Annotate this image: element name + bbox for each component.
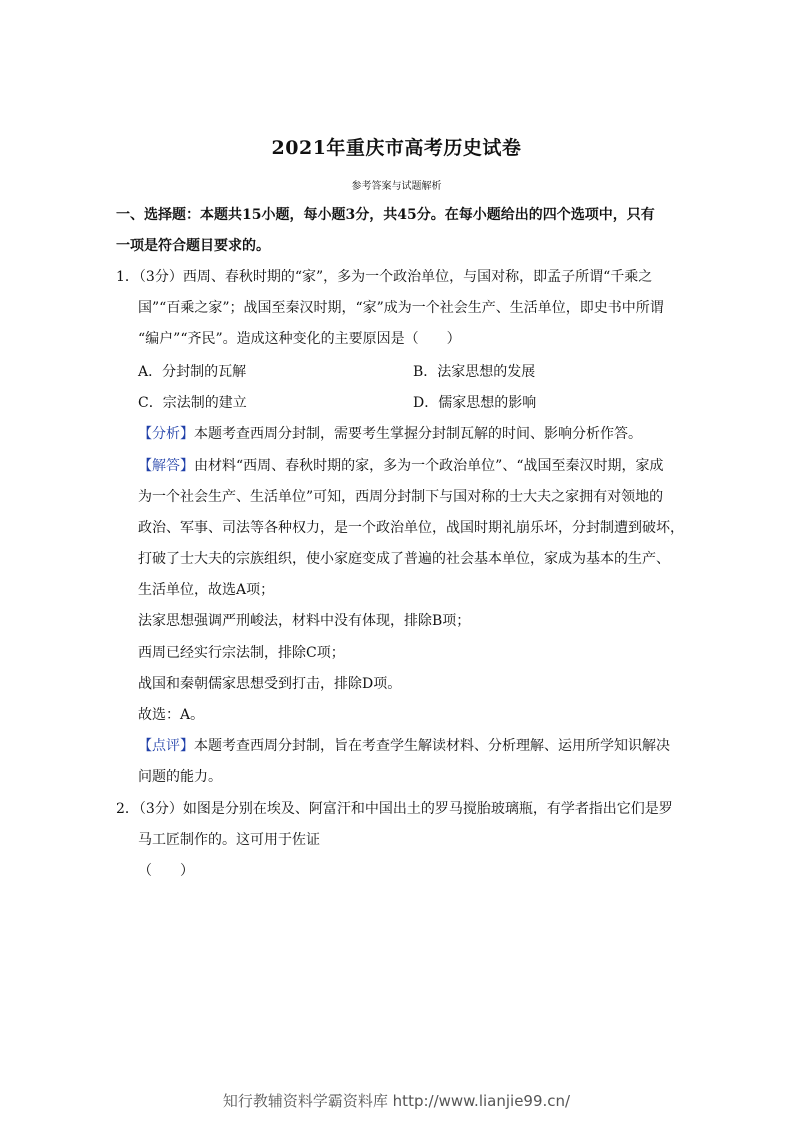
- q1-answer-line-4: 打破了士大夫的宗族组织，使小家庭变成了普遍的社会基本单位，家成为基本的生产、: [138, 551, 670, 567]
- section-heading-line-1: 一、选择题：本题共15小题，每小题3分，共45分。在每小题给出的四个选项中，只有: [116, 207, 655, 223]
- q1-answer-line-1: [138, 456, 663, 476]
- section-heading-line-2: 一项是符合题目要求的。: [116, 238, 270, 254]
- q1-option-d: D．儒家思想的影响: [413, 395, 537, 411]
- q1-answer-line-2: 为一个社会生产、生活单位”可知，西周分封制下与国对称的士大夫之家拥有对领地的: [138, 489, 664, 505]
- page-title: 2021年重庆市高考历史试卷: [271, 137, 522, 159]
- q1-answer-line-3: 政治、军事、司法等各种权力，是一个政治单位，战国时期礼崩乐坏，分封制遭到破坏，: [138, 520, 684, 536]
- analysis-tag: 【分析】: [138, 426, 194, 442]
- q1-stem-line-2: 国”“百乘之家”；战国至秦汉时期，“家”成为一个社会生产、生活单位，即史书中所谓: [138, 300, 664, 316]
- answer-tag: 【解答】: [138, 458, 194, 474]
- q1-stem-line-3: “编户”“齐民”。造成这种变化的主要原因是（ ）: [138, 331, 461, 347]
- footer-watermark: 知行教辅资料学霸资料库 http://www.lianjie99.cn/: [222, 1092, 571, 1110]
- page-subtitle: 参考答案与试题解析: [351, 181, 442, 192]
- q1-answer-line-8: 战国和秦朝儒家思想受到打击，排除D项。: [138, 676, 402, 692]
- comment-tag: 【点评】: [138, 738, 194, 754]
- comment-text-line-1: 本题考查西周分封制，旨在考查学生解读材料、分析理解、运用所学知识解决: [194, 738, 670, 754]
- q1-option-c: C．宗法制的建立: [138, 395, 247, 411]
- analysis-text: 本题考查西周分封制，需要考生掌握分封制瓦解的时间、影响分析作答。: [194, 426, 642, 442]
- q1-answer-line-6: 法家思想强调严刑峻法，材料中没有体现，排除B项；: [138, 613, 471, 629]
- q1-answer-line-5: 生活单位，故选A项；: [138, 582, 275, 598]
- q1-stem-line-1: 1．（3分）西周、春秋时期的“家”，多为一个政治单位，与国对称，即孟子所谓“千乘之: [116, 269, 653, 285]
- q1-answer-line-7: 西周已经实行宗法制，排除C项；: [138, 645, 345, 661]
- q1-option-a: A．分封制的瓦解: [138, 364, 247, 380]
- answer-text-line-1: 由材料“西周、春秋时期的家，多为一个政治单位”、“战国至秦汉时期，家成: [194, 458, 664, 474]
- q1-option-b: B．法家思想的发展: [413, 364, 536, 380]
- q2-stem-line-1: 2．（3分）如图是分别在埃及、阿富汗和中国出土的罗马搅胎玻璃瓶，有学者指出它们是罗: [116, 801, 673, 817]
- q2-stem-line-3: （ ）: [138, 863, 194, 879]
- q1-analysis: [138, 424, 642, 444]
- q1-comment-line-2: 问题的能力。: [138, 769, 222, 785]
- q2-stem-line-2: 马工匠制作的。这可用于佐证: [138, 832, 320, 848]
- q1-comment-line-1: [138, 736, 670, 756]
- q1-answer-line-9: 故选：A。: [138, 707, 205, 723]
